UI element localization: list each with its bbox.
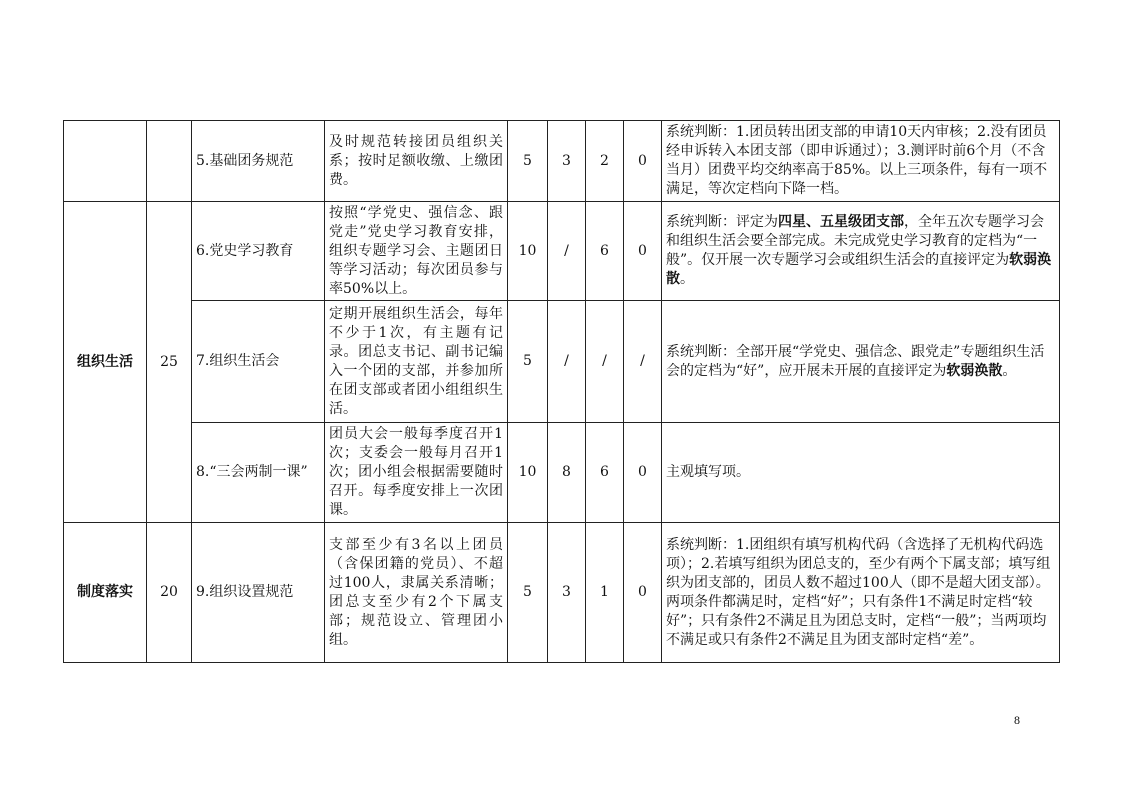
score-general: 6 xyxy=(586,202,624,301)
judgement-text: 系统判断：1.团员转出团支部的申请10天内审核；2.没有团员经申诉转入本团支部（即申诉通过）；3.测评时前6个月（不含当月）团费平均交纳率高于85%。以上三项条件，每有一项不满足，等次定档向下降一档。 xyxy=(666,124,1048,197)
table-row xyxy=(64,301,1060,423)
score-good: 10 xyxy=(508,423,548,523)
evaluation-table xyxy=(63,120,1060,663)
item-name: 5.基础团务规范 xyxy=(192,121,325,202)
judgement-text: 系统判断：评定为 xyxy=(666,214,778,230)
score-good: 10 xyxy=(508,202,548,301)
score-poor: 0 xyxy=(624,523,662,663)
judgement-highlight: 软弱涣散 xyxy=(666,252,1052,287)
score-poor: 0 xyxy=(624,423,662,523)
item-name: 8.“三会两制一课” xyxy=(192,423,325,523)
score-poor: / xyxy=(624,301,662,423)
score-general: 2 xyxy=(586,121,624,202)
item-standard: 及时规范转接团员组织关系；按时足额收缴、上缴团费。 xyxy=(325,121,508,202)
item-standard: 支部至少有3名以上团员（含保团籍的党员）、不超过100人，隶属关系清晰；团总支至少有2个下属支部；规范设立、管理团小组。 xyxy=(325,523,508,663)
judgement-cell xyxy=(662,121,1060,202)
score-poor: 0 xyxy=(624,121,662,202)
item-standard: 按照“学党史、强信念、跟党走”党史学习教育安排，组织专题学习会、主题团日等学习活动；每次团员参与率50%以上。 xyxy=(325,202,508,301)
judgement-highlight: 四星、五星级团支部 xyxy=(778,214,904,230)
item-name: 6.党史学习教育 xyxy=(192,202,325,301)
item-name: 7.组织生活会 xyxy=(192,301,325,423)
table-row xyxy=(64,121,1060,202)
item-standard: 团员大会一般每季度召开1次；支委会一般每月召开1次；团小组会根据需要随时召开。每季度安排上一次团课。 xyxy=(325,423,508,523)
score-general: / xyxy=(586,301,624,423)
score-fair: 3 xyxy=(548,121,586,202)
score-general: 6 xyxy=(586,423,624,523)
score-fair: 8 xyxy=(548,423,586,523)
score-fair: 3 xyxy=(548,523,586,663)
category-cell: 组织生活 xyxy=(64,202,147,523)
weight-cell xyxy=(147,121,192,202)
judgement-cell xyxy=(662,202,1060,301)
page-number: 8 xyxy=(1014,713,1020,727)
score-poor: 0 xyxy=(624,202,662,301)
judgement-highlight: 软弱涣散 xyxy=(946,362,1003,379)
score-general: 1 xyxy=(586,523,624,663)
score-fair: / xyxy=(548,202,586,301)
judgement-text: ，全年五次专题学习会和组织生活会要全部完成。未完成党史学习教育的定档为“一般”。仅开展一次专题学习会或组织生活会的直接评定为 xyxy=(666,214,1044,268)
item-name: 9.组织设置规范 xyxy=(192,523,325,663)
score-good: 5 xyxy=(508,301,548,423)
judgement-cell xyxy=(662,523,1060,663)
judgement-text: 主观填写项。 xyxy=(666,464,750,480)
weight-cell: 25 xyxy=(147,202,192,523)
score-good: 5 xyxy=(508,121,548,202)
table-row xyxy=(64,202,1060,301)
judgement-text: 。 xyxy=(1002,362,1017,379)
category-cell: 制度落实 xyxy=(64,523,147,663)
score-good: 5 xyxy=(508,523,548,663)
score-fair: / xyxy=(548,301,586,423)
judgement-text: 系统判断：全部开展“学党史、强信念、跟党走”专题组织生活会的定档为“好”，应开展未开展的直接评定为 xyxy=(666,343,1045,379)
category-cell xyxy=(64,121,147,202)
table-row xyxy=(64,523,1060,663)
item-standard: 定期开展组织生活会，每年不少于1次，有主题有记录。团总支书记、副书记编入一个团的支部，并参加所在团支部或者团小组组织生活。 xyxy=(325,301,508,423)
judgement-cell xyxy=(662,423,1060,523)
judgement-text: 。 xyxy=(680,271,694,287)
judgement-text: 系统判断：1.团组织有填写机构代码（含选择了无机构代码选项）；2.若填写组织为团总支的，至少有两个下属支部；填写组织为团支部的，团员人数不超过100人（即不是超大团支部）。两项条件都满足时，定档“好”；只有条件1不满足时定档“较好”；只有条件2不满足且为团总支时，定档“一般”；当两项均不满足或只有条件2不满足且为团支部时定档“差”。 xyxy=(666,536,1051,648)
judgement-cell xyxy=(662,301,1060,423)
weight-cell: 20 xyxy=(147,523,192,663)
table-row xyxy=(64,423,1060,523)
